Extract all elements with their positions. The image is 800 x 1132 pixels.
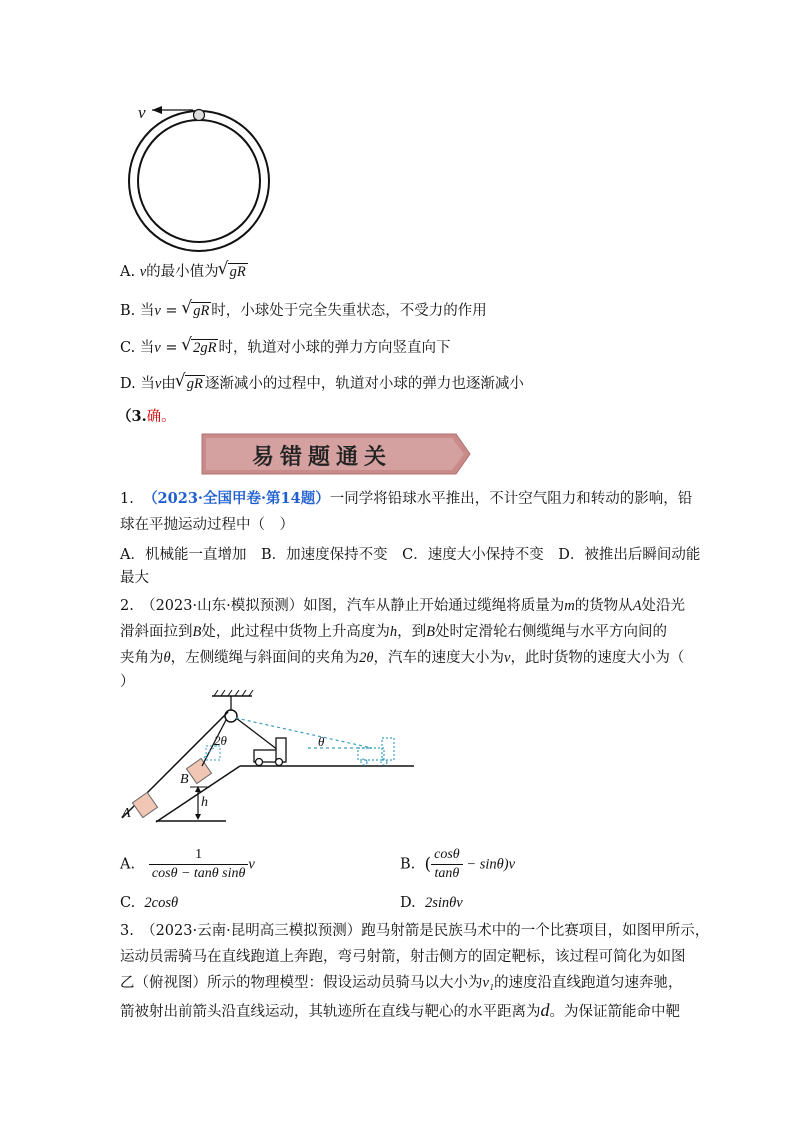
q2-mass-var: m: [564, 598, 575, 614]
option-c: [120, 338, 450, 358]
fig-label-a: A: [122, 806, 131, 821]
q3-line1: 3. （2023·云南·昆明高三模拟预测）跑马射箭是民族马术中的一个比赛项目，如图甲所示，: [120, 923, 710, 939]
q1-text1: 一同学将铅球水平推出，不计空气阻力和转动的影响，铅: [329, 491, 693, 507]
q2-height-var: h: [389, 624, 398, 640]
q3-text3b: 的速度沿直线跑道匀速奔驰，: [493, 975, 683, 991]
fig-label-theta: θ: [318, 734, 325, 749]
fragment-number: （3.: [117, 408, 147, 425]
q3-text4b: 。为保证箭能命中靶: [549, 1004, 680, 1020]
q2-text2c: ，到: [397, 624, 427, 640]
q2-theta: θ: [163, 650, 171, 666]
option-c-sqrt: √ 2gR: [182, 338, 218, 358]
q1-line2: 球在平抛运动过程中（ ）: [120, 517, 294, 533]
option-b: [120, 301, 487, 321]
incline-figure: [118, 690, 418, 830]
q2-option-b-lparen: (: [424, 854, 432, 875]
q2-option-b-letter: B.: [400, 856, 416, 873]
banner-title: 易错题通关: [252, 445, 393, 470]
q2-point-a: A: [632, 598, 642, 614]
q3-text3a: 乙（俯视图）所示的物理模型：假设运动员骑马以大小为: [120, 975, 483, 991]
q2-option-b-den: tanθ: [434, 866, 460, 881]
q2-option-d-letter: D.: [400, 895, 416, 911]
option-c-eq: =: [160, 340, 183, 356]
q2-text1b: 的货物从: [574, 598, 633, 614]
option-b-var: v: [154, 303, 161, 319]
q2-option-a-den: cosθ − tanθ sinθ: [151, 866, 246, 881]
q2-option-c-expr: 2cosθ: [144, 895, 179, 911]
pulley: [225, 710, 237, 722]
q2-option-d-expr: 2sinθv: [424, 895, 463, 911]
q2-line2: [120, 622, 667, 642]
fig-label-b: B: [180, 772, 189, 787]
cargo-box-b: [186, 758, 211, 783]
q2-two-theta: 2θ: [359, 650, 374, 666]
q2-text2d: 处时定滑轮右侧缆绳与水平方向间的: [434, 624, 667, 640]
q2-point-b2: B: [426, 624, 435, 640]
q2-line3: [120, 648, 684, 668]
option-d-var: v: [154, 376, 162, 392]
option-c-var: v: [154, 340, 161, 356]
fragment-red-text: 确。: [146, 409, 176, 425]
q2-text3a: 夹角为: [120, 650, 164, 666]
option-a-letter: A.: [120, 264, 136, 280]
q2-option-a: [120, 846, 255, 883]
q3-v1: v₁: [482, 975, 494, 991]
q1-source: （2023·全国甲卷·第14题）: [143, 490, 330, 507]
velocity-label: v: [138, 103, 146, 122]
q2-option-c-letter: C.: [120, 895, 136, 911]
q2-option-a-num: 1: [149, 846, 248, 865]
option-d-letter: D.: [120, 376, 136, 392]
q1-line1: [120, 489, 692, 509]
option-a-var: v: [139, 264, 147, 280]
ceiling-hatch: [214, 690, 253, 696]
q3-line2: 运动员需骑马在直线跑道上奔跑，弯弓射箭，射击侧方的固定靶标，该过程可简化为如图: [120, 949, 686, 965]
q2-text3b: ，左侧缆绳与斜面间的夹角为: [170, 650, 360, 666]
option-b-sqrt: √ gR: [182, 301, 211, 321]
option-d-mid: 由: [161, 376, 176, 392]
option-c-prefix: 当: [139, 340, 155, 356]
option-b-eq: =: [160, 303, 183, 319]
q2-line1: [120, 596, 685, 616]
q2-text3d: ，此时货物的速度大小为（: [510, 650, 685, 666]
q2-option-d: [400, 893, 463, 913]
option-b-prefix: 当: [139, 303, 155, 319]
option-d: [120, 374, 524, 394]
inner-ring: [138, 120, 260, 242]
fig-label-h: h: [201, 795, 208, 810]
q2-text1a: 2. （2023·山东·模拟预测）如图，汽车从静止开始通过缆绳将质量为: [120, 598, 565, 614]
ball: [194, 110, 205, 121]
q2-option-b-tail: − sinθ)v: [462, 856, 516, 873]
q2-text2a: 滑斜面拉到: [120, 624, 193, 640]
answer-fragment: [117, 407, 176, 427]
q2-text3c: ，汽车的速度大小为: [373, 650, 504, 666]
q2-text1c: 处沿光: [641, 598, 686, 614]
height-arrow-bottom: [195, 814, 201, 820]
rope-to-car: [236, 718, 278, 750]
velocity-arrowhead: [152, 106, 162, 114]
q2-option-b-fraction: [431, 846, 463, 883]
q1-number: 1.: [120, 491, 134, 507]
q2-option-a-fraction: [149, 846, 248, 883]
q1-options-wrap: 最大: [120, 570, 149, 586]
option-a-sqrt: √ gR: [219, 262, 248, 282]
option-d-prefix: 当: [140, 376, 155, 392]
q2-text2b: 处，此过程中货物上升高度为: [201, 624, 390, 640]
q2-point-b: B: [192, 624, 202, 640]
option-b-text: 时，小球处于完全失重状态，不受力的作用: [211, 303, 487, 319]
q2-option-c: [120, 893, 178, 913]
fig-label-2theta: 2θ: [214, 733, 227, 748]
option-a-text: 的最小值为: [146, 264, 219, 280]
option-c-text: 时，轨道对小球的弹力方向竖直向下: [218, 340, 451, 356]
cargo-box-a: [132, 792, 157, 817]
car: [254, 738, 286, 766]
option-a: [120, 262, 248, 282]
q3-line3: [120, 973, 682, 993]
q3-line4: [120, 1000, 680, 1022]
outer-ring: [129, 111, 269, 251]
q1-options: A．机械能一直增加 B．加速度保持不变 C．速度大小保持不变 D．被推出后瞬间动能: [120, 547, 701, 563]
option-d-text: 逐渐减小的过程中，轨道对小球的弹力也逐渐减小: [204, 376, 524, 392]
q2-option-a-tail: v: [248, 856, 255, 873]
option-b-letter: B.: [120, 303, 136, 319]
dashed-car: [358, 738, 394, 765]
q2-option-b-num: cosθ: [431, 846, 463, 865]
q2-line4: ）: [120, 674, 135, 690]
q3-text4a: 箭被射出前箭头沿直线运动，其轨迹所在直线与靶心的水平距离为: [120, 1004, 541, 1020]
q3-d: d: [540, 1000, 550, 1020]
q2-v: v: [504, 650, 511, 666]
q2-option-a-letter: A.: [120, 856, 136, 873]
q2-option-b: [400, 846, 515, 883]
option-d-sqrt: √ gR: [176, 374, 205, 394]
option-c-letter: C.: [120, 340, 136, 356]
